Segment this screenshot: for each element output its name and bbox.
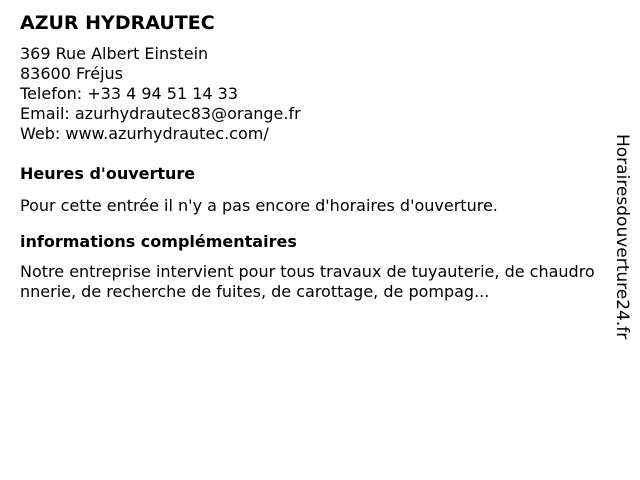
- opening-hours-text: Pour cette entrée il n'y a pas encore d'horaires d'ouverture.: [20, 196, 498, 215]
- site-watermark: Horairesdouverture24.fr: [612, 134, 632, 340]
- additional-info-heading: informations complémentaires: [20, 232, 297, 251]
- website-address: Web: www.azurhydrautec.com/: [20, 124, 269, 143]
- address-block: [20, 44, 600, 144]
- business-entry: [20, 10, 600, 302]
- street-address: 369 Rue Albert Einstein: [20, 44, 209, 63]
- city-postcode: 83600 Fréjus: [20, 64, 124, 83]
- business-name: AZUR HYDRAUTEC: [20, 12, 215, 34]
- email-address: Email: azurhydrautec83@orange.fr: [20, 104, 301, 123]
- phone-number: Telefon: +33 4 94 51 14 33: [20, 84, 239, 103]
- additional-info-text: Notre entreprise intervient pour tous travaux de tuyauterie, de chaudronnerie, de recherche de fuites, de carottage, de pompag...: [20, 262, 595, 301]
- opening-hours-heading: Heures d'ouverture: [20, 164, 196, 183]
